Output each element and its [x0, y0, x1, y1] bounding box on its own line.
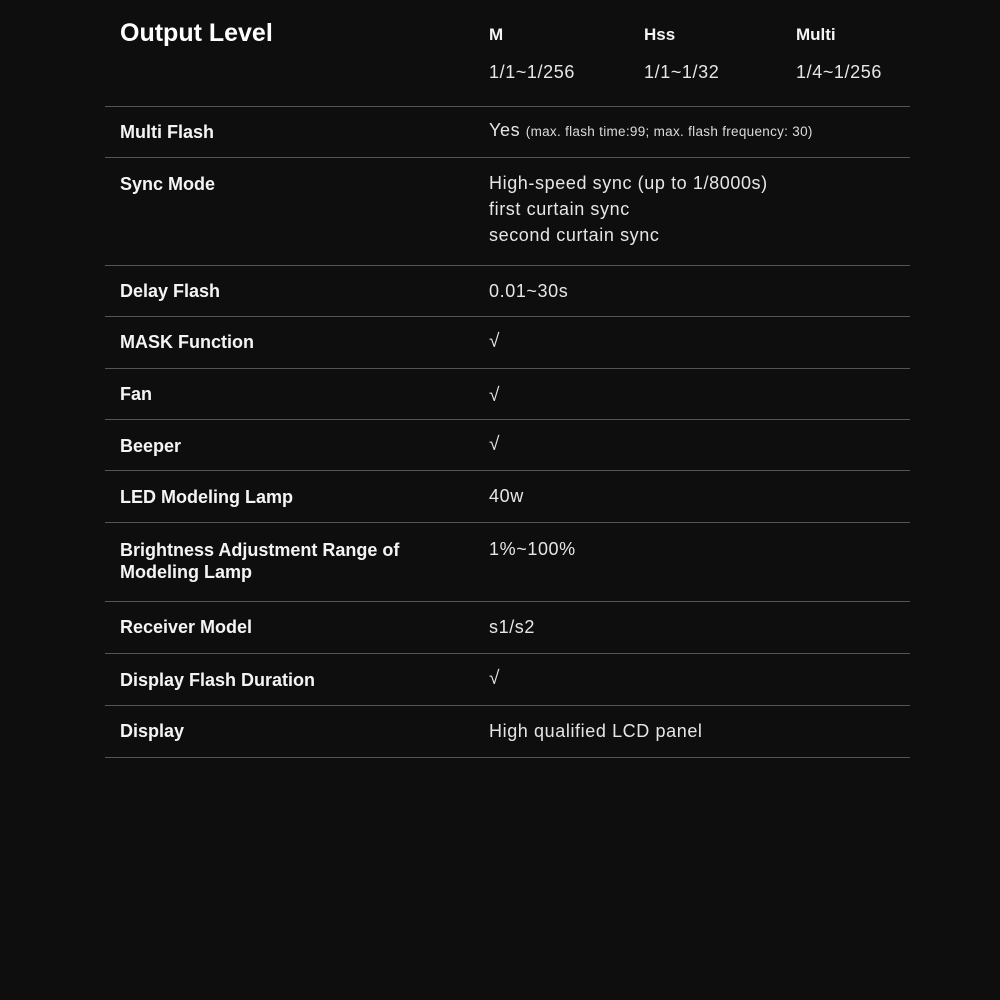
display-flash-duration-label: Display Flash Duration	[120, 670, 316, 690]
multi-flash-row	[105, 107, 910, 158]
multi-flash-value	[489, 117, 909, 145]
spec-table	[105, 0, 910, 758]
output-level-row	[105, 0, 910, 107]
multi-flash-label: Multi Flash	[120, 122, 214, 142]
fan-label: Fan	[120, 384, 153, 404]
led-modeling-lamp-value: 40w	[489, 486, 524, 506]
beeper-row	[105, 420, 910, 471]
brightness-range-label-line2: Modeling Lamp	[120, 562, 252, 582]
led-modeling-lamp-row	[105, 471, 910, 523]
fan-check-icon: √	[489, 385, 501, 406]
receiver-model-row	[105, 602, 910, 654]
sync-mode-values	[489, 170, 909, 248]
display-value: High qualified LCD panel	[489, 721, 703, 741]
brightness-range-row	[105, 523, 910, 602]
mask-function-row	[105, 317, 910, 369]
beeper-label: Beeper	[120, 436, 182, 456]
mode-hss-column	[644, 24, 719, 83]
receiver-model-label: Receiver Model	[120, 617, 253, 637]
brightness-range-label	[120, 539, 450, 583]
mask-function-label: MASK Function	[120, 332, 254, 352]
mode-multi-column	[796, 24, 882, 83]
sync-mode-row	[105, 158, 910, 266]
sync-mode-first-curtain: first curtain sync	[489, 199, 630, 219]
mode-multi-name: Multi	[796, 25, 836, 44]
brightness-range-value: 1%~100%	[489, 539, 576, 559]
mode-hss-name: Hss	[644, 25, 676, 44]
multi-flash-answer: Yes	[489, 120, 521, 140]
sync-mode-second-curtain: second curtain sync	[489, 225, 660, 245]
display-label: Display	[120, 721, 185, 741]
delay-flash-value: 0.01~30s	[489, 281, 569, 301]
led-modeling-lamp-label: LED Modeling Lamp	[120, 487, 293, 507]
fan-row	[105, 369, 910, 420]
display-flash-duration-check-icon: √	[489, 668, 501, 689]
brightness-range-label-line1: Brightness Adjustment Range of	[120, 540, 400, 560]
delay-flash-row	[105, 266, 910, 317]
mode-multi-range: 1/4~1/256	[796, 62, 882, 82]
sync-mode-label: Sync Mode	[120, 174, 216, 194]
display-flash-duration-row	[105, 654, 910, 706]
display-row	[105, 706, 910, 758]
mode-hss-range: 1/1~1/32	[644, 62, 720, 82]
mask-function-check-icon: √	[489, 331, 501, 352]
receiver-model-value: s1/s2	[489, 617, 536, 637]
delay-flash-label: Delay Flash	[120, 281, 221, 301]
beeper-check-icon: √	[489, 434, 501, 455]
output-level-title: Output Level	[120, 19, 273, 47]
multi-flash-note: (max. flash time:99; max. flash frequency: 30)	[525, 124, 813, 139]
mode-m-range: 1/1~1/256	[489, 62, 575, 82]
mode-m-column	[489, 24, 575, 83]
sync-mode-high-speed: High-speed sync (up to 1/8000s)	[489, 173, 768, 193]
mode-m-name: M	[489, 25, 504, 44]
